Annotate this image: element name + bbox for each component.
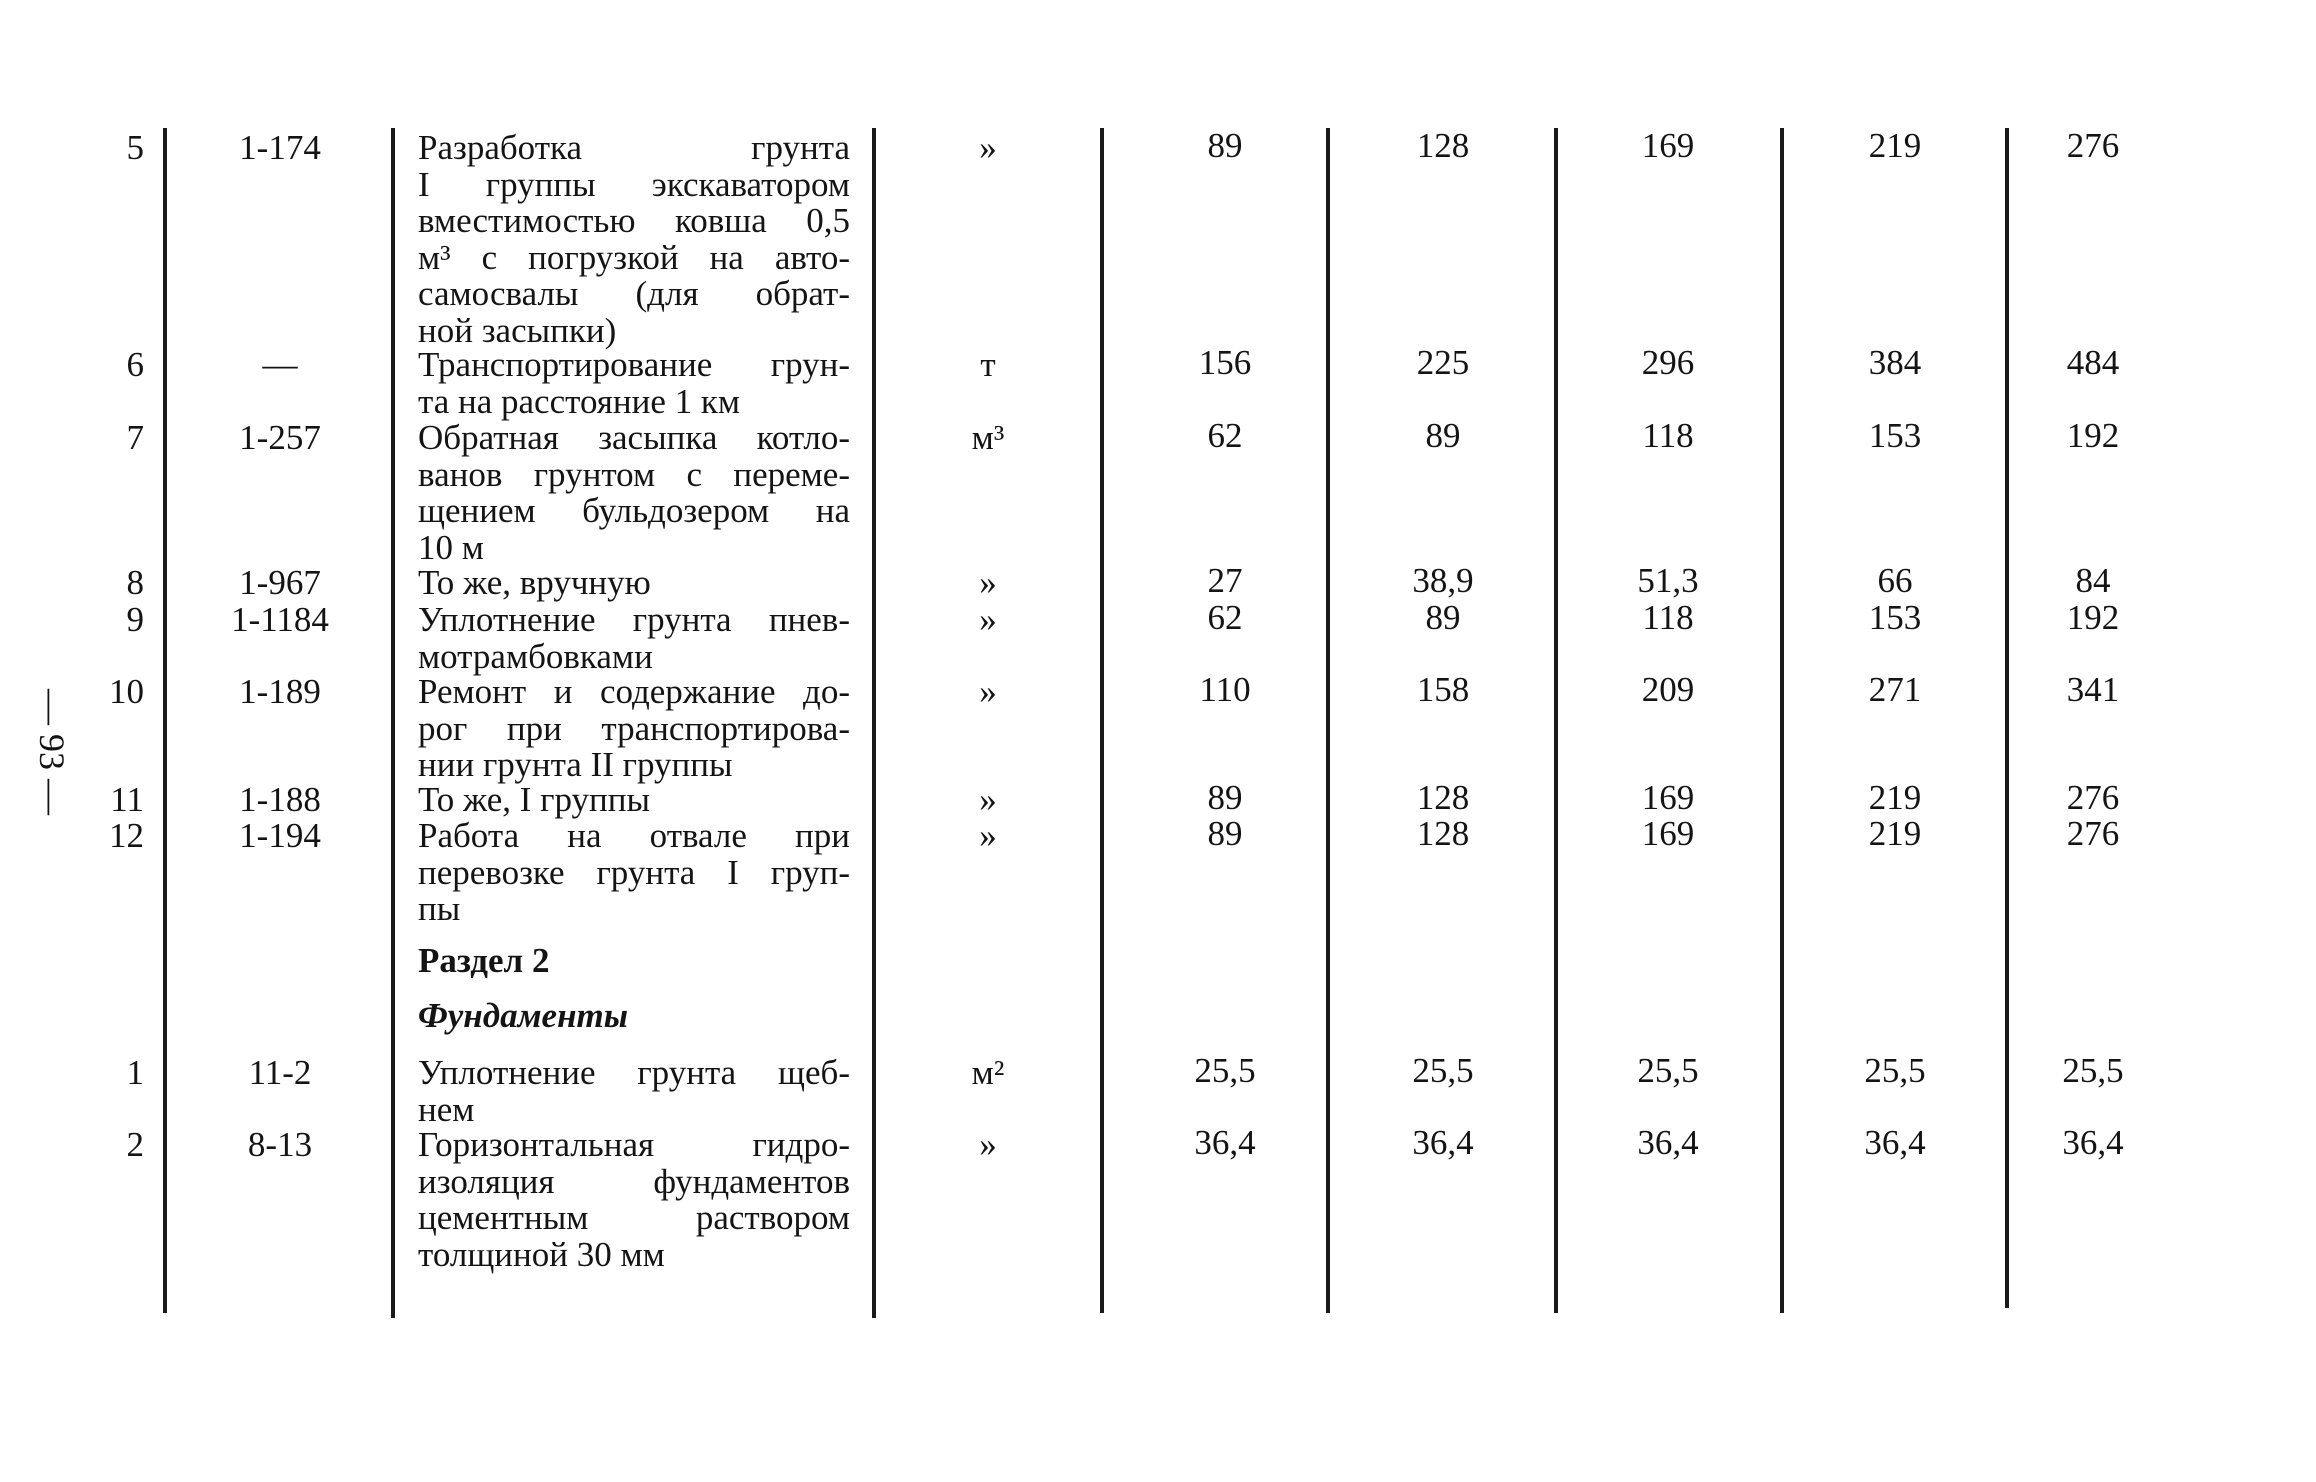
work-description [418,782,850,819]
value-cell: 110 [1199,670,1251,709]
row-number: 6 [126,345,144,384]
value-cell: 89 [1207,126,1243,165]
section-title: Раздел 2 [418,941,550,980]
row-number: 10 [109,672,144,711]
row-number: 9 [126,600,144,639]
value-cell: 62 [1207,598,1243,637]
value-cell: 219 [1868,126,1922,165]
unit-of-measure: » [979,672,997,711]
value-cell: 341 [2066,670,2120,709]
description-line: нии грунта II группы [418,745,733,784]
unit-of-measure: » [979,563,997,602]
value-cell: 153 [1868,598,1922,637]
work-description [418,565,850,602]
value-cell: 276 [2066,814,2120,853]
unit-of-measure: » [979,780,997,819]
work-description [418,1127,850,1273]
work-description [418,347,850,420]
description-line: перевозке грунта I груп- [418,852,850,892]
column-divider [391,128,395,1318]
description-line: Горизонтальная гидро- [418,1125,850,1164]
value-cell: 89 [1425,598,1461,637]
column-divider [1100,128,1104,1313]
norm-code: 11-2 [248,1053,312,1092]
description-line: ванов грунтом с переме- [418,454,850,494]
value-cell: 25,5 [1412,1051,1474,1090]
value-cell: 36,4 [1864,1123,1926,1162]
norm-code: 1-257 [239,418,321,457]
unit-of-measure: » [979,816,997,855]
column-divider [1780,128,1784,1313]
value-cell: 36,4 [1637,1123,1699,1162]
description-line: Работа на отвале при [418,816,850,855]
unit-of-measure: м³ [971,418,1005,457]
value-cell: 89 [1207,814,1243,853]
value-cell: 219 [1868,814,1922,853]
norm-code: 1-1184 [231,600,329,639]
description-line: м³ с погрузкой на авто- [418,237,850,277]
value-cell: 84 [2075,561,2111,600]
value-cell: 118 [1642,598,1694,637]
value-cell: 158 [1416,670,1470,709]
row-number: 8 [126,563,144,602]
row-number: 2 [126,1125,144,1164]
description-line: То же, вручную [418,563,651,602]
value-cell: 225 [1416,343,1470,382]
description-line: та на расстояние 1 км [418,381,741,421]
row-number: 11 [110,780,144,819]
column-divider [2005,128,2009,1308]
description-line: Уплотнение грунта щеб- [418,1053,850,1092]
value-cell: 484 [2066,343,2120,382]
description-line: То же, I группы [418,780,651,819]
norm-code: 1-194 [239,816,321,855]
value-cell: 89 [1425,416,1461,455]
value-cell: 219 [1868,778,1922,817]
description-line: Ремонт и содержание до- [418,672,850,711]
description-line: пы [418,889,461,928]
description-line: мотрамбовками [418,636,653,676]
value-cell: 209 [1641,670,1695,709]
description-line: щением бульдозером на [418,491,850,530]
description-line: Транспортирование грун- [418,345,850,384]
column-divider [1554,128,1558,1313]
value-cell: 25,5 [1637,1051,1699,1090]
value-cell: 25,5 [1864,1051,1926,1090]
value-cell: 25,5 [2062,1051,2124,1090]
description-line: 10 м [418,527,484,567]
value-cell: 89 [1207,778,1243,817]
norm-code: — [262,345,298,384]
description-line: Обратная засыпка котло- [418,418,850,457]
row-number: 7 [126,418,144,457]
page-number-text: — 93 — [32,689,72,815]
value-cell: 128 [1416,778,1470,817]
column-divider [163,128,167,1313]
work-description [418,1055,850,1128]
norm-code: 1-188 [239,780,321,819]
work-description [418,674,850,784]
description-line: изоляция фундаментов [418,1161,850,1201]
description-line: I группы экскаватором [418,164,850,204]
description-line: рог при транспортирова- [418,708,850,748]
work-description [418,602,850,675]
value-cell: 192 [2066,416,2120,455]
description-line: самосвалы (для обрат- [418,274,850,313]
value-cell: 169 [1641,778,1695,817]
unit-of-measure: » [979,600,997,639]
description-line: Уплотнение грунта пнев- [418,600,850,639]
norm-code: 8-13 [247,1125,313,1164]
row-number: 12 [109,816,144,855]
value-cell: 36,4 [2062,1123,2124,1162]
value-cell: 27 [1207,561,1243,600]
unit-of-measure: » [979,1125,997,1164]
description-line: толщиной 30 мм [418,1234,665,1274]
value-cell: 153 [1868,416,1922,455]
row-number: 1 [126,1053,144,1092]
value-cell: 25,5 [1194,1051,1256,1090]
description-line: цементным раствором [418,1198,850,1237]
section-subtitle: Фундаменты [418,996,629,1035]
value-cell: 118 [1642,416,1694,455]
value-cell: 169 [1641,126,1695,165]
value-cell: 169 [1641,814,1695,853]
value-cell: 271 [1868,670,1922,709]
value-cell: 128 [1416,126,1470,165]
column-divider [1326,128,1330,1313]
column-divider [872,128,876,1318]
value-cell: 384 [1868,343,1922,382]
work-description [418,420,850,566]
unit-of-measure: » [979,128,997,167]
row-number: 5 [126,128,144,167]
value-cell: 276 [2066,126,2120,165]
value-cell: 36,4 [1194,1123,1256,1162]
norm-code: 1-189 [239,672,321,711]
norm-code: 1-967 [239,563,321,602]
value-cell: 66 [1877,561,1913,600]
value-cell: 38,9 [1412,561,1474,600]
work-description [418,818,850,928]
value-cell: 128 [1416,814,1470,853]
description-line: Разработка грунта [418,128,850,167]
description-line: вместимостью ковша 0,5 [418,201,850,240]
value-cell: 276 [2066,778,2120,817]
description-line: ной засыпки) [418,310,617,350]
description-line: нем [418,1089,475,1129]
value-cell: 36,4 [1412,1123,1474,1162]
value-cell: 156 [1198,343,1252,382]
unit-of-measure: т [980,345,996,384]
work-description [418,130,850,349]
value-cell: 51,3 [1637,561,1699,600]
value-cell: 192 [2066,598,2120,637]
value-cell: 296 [1641,343,1695,382]
unit-of-measure: м² [971,1053,1005,1092]
norm-code: 1-174 [239,128,321,167]
value-cell: 62 [1207,416,1243,455]
